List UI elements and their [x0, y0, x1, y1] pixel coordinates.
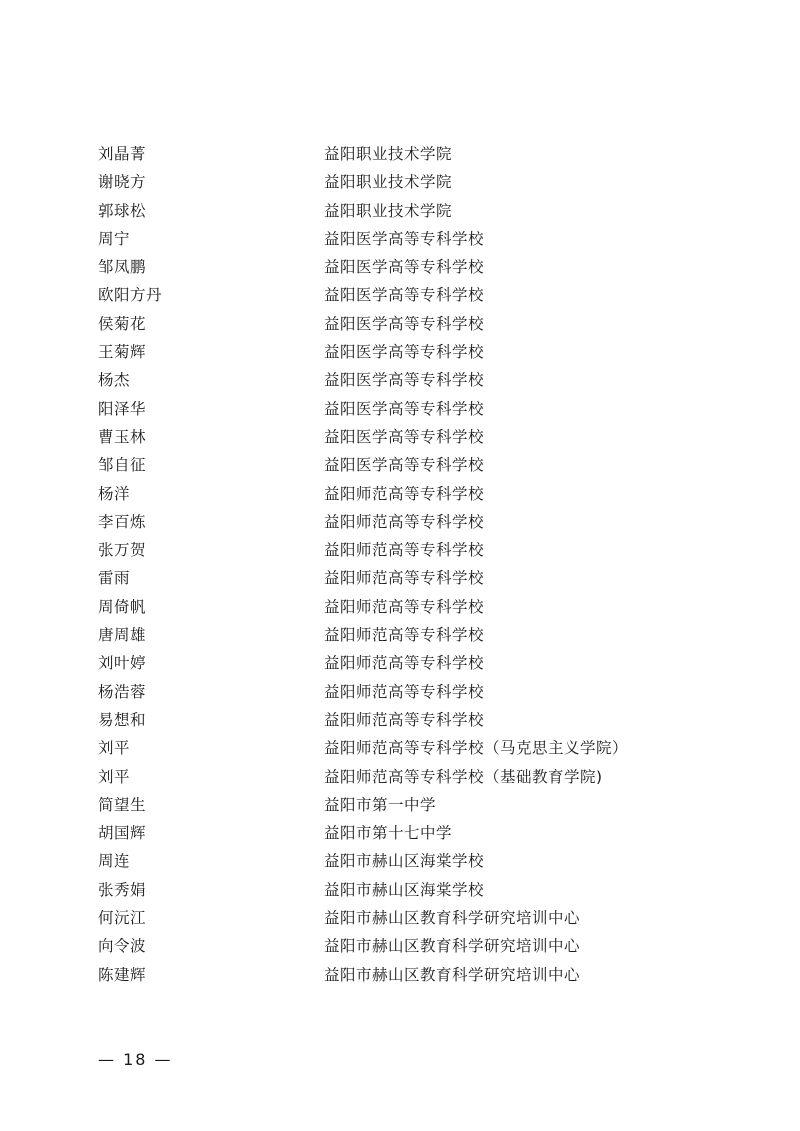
organization-name: 益阳医学高等专科学校	[324, 427, 485, 446]
organization-name: 益阳市赫山区教育科学研究培训中心	[324, 937, 581, 956]
person-name: 张秀娟	[98, 880, 147, 899]
person-name: 杨洋	[98, 484, 131, 503]
person-name: 曹玉林	[98, 427, 147, 446]
person-name: 王菊辉	[98, 343, 147, 362]
organization-name: 益阳医学高等专科学校	[324, 286, 485, 305]
organization-name: 益阳师范高等专科学校（马克思主义学院）	[324, 739, 629, 758]
list-item	[98, 395, 718, 423]
list-item	[98, 366, 718, 394]
list-item	[98, 678, 718, 706]
list-item	[98, 847, 718, 875]
person-name: 李百炼	[98, 512, 147, 531]
person-name: 谢晓方	[98, 173, 147, 192]
organization-name: 益阳医学高等专科学校	[324, 399, 485, 418]
person-name: 郭球松	[98, 201, 147, 220]
organization-name: 益阳师范高等专科学校	[324, 682, 485, 701]
person-name: 何沅江	[98, 909, 147, 928]
person-name: 周宁	[98, 229, 131, 248]
organization-name: 益阳医学高等专科学校	[324, 456, 485, 475]
organization-name: 益阳师范高等专科学校	[324, 654, 485, 673]
organization-name: 益阳职业技术学院	[324, 201, 453, 220]
person-name: 向令波	[98, 937, 147, 956]
list-item	[98, 310, 718, 338]
list-item	[98, 168, 718, 196]
person-name: 邹自征	[98, 456, 147, 475]
person-name: 欧阳方丹	[98, 286, 163, 305]
person-name: 张万贺	[98, 541, 147, 560]
list-item	[98, 253, 718, 281]
organization-name: 益阳师范高等专科学校	[324, 597, 485, 616]
person-name: 周连	[98, 852, 131, 871]
person-name: 阳泽华	[98, 399, 147, 418]
organization-name: 益阳市赫山区教育科学研究培训中心	[324, 909, 581, 928]
organization-name: 益阳师范高等专科学校	[324, 626, 485, 645]
person-name: 杨浩蓉	[98, 682, 147, 701]
list-item	[98, 480, 718, 508]
organization-name: 益阳职业技术学院	[324, 145, 453, 163]
list-item	[98, 593, 718, 621]
person-name: 周倚帆	[98, 597, 147, 616]
person-name: 简望生	[98, 795, 147, 814]
list-item	[98, 763, 718, 791]
organization-name: 益阳医学高等专科学校	[324, 229, 485, 248]
page-number: — 18 —	[98, 1050, 173, 1069]
person-name: 刘晶菁	[98, 145, 147, 163]
page-footer	[98, 1050, 718, 1069]
organization-name: 益阳师范高等专科学校	[324, 569, 485, 588]
list-item	[98, 621, 718, 649]
organization-name: 益阳师范高等专科学校	[324, 541, 485, 560]
person-name: 胡国辉	[98, 824, 147, 843]
person-name: 刘平	[98, 739, 131, 758]
list-item	[98, 564, 718, 592]
organization-name: 益阳医学高等专科学校	[324, 314, 485, 333]
list-item	[98, 819, 718, 847]
list-item	[98, 423, 718, 451]
organization-name: 益阳市第一中学	[324, 795, 437, 814]
list-item	[98, 904, 718, 932]
organization-name: 益阳市第十七中学	[324, 824, 453, 843]
list-item	[98, 791, 718, 819]
organization-name: 益阳师范高等专科学校	[324, 710, 485, 729]
list-item	[98, 225, 718, 253]
organization-name: 益阳师范高等专科学校	[324, 484, 485, 503]
person-name: 陈建辉	[98, 965, 147, 984]
list-item	[98, 197, 718, 225]
organization-name: 益阳市赫山区教育科学研究培训中心	[324, 965, 581, 984]
organization-name: 益阳师范高等专科学校	[324, 512, 485, 531]
organization-name: 益阳医学高等专科学校	[324, 258, 485, 277]
organization-name: 益阳职业技术学院	[324, 173, 453, 192]
list-item	[98, 536, 718, 564]
list-item	[98, 281, 718, 309]
organization-name: 益阳医学高等专科学校	[324, 371, 485, 390]
list-item	[98, 508, 718, 536]
organization-name: 益阳师范高等专科学校（基础教育学院)	[324, 767, 603, 786]
list-item	[98, 932, 718, 960]
person-name: 雷雨	[98, 569, 131, 588]
organization-name: 益阳医学高等专科学校	[324, 343, 485, 362]
list-item	[98, 338, 718, 366]
list-item	[98, 649, 718, 677]
person-name: 邹凤鹏	[98, 258, 147, 277]
person-name: 侯菊花	[98, 314, 147, 333]
list-item	[98, 706, 718, 734]
list-item	[98, 451, 718, 479]
person-name: 唐周雄	[98, 626, 147, 645]
organization-name: 益阳市赫山区海棠学校	[324, 852, 485, 871]
person-name: 刘平	[98, 767, 131, 786]
person-name: 杨杰	[98, 371, 131, 390]
person-name: 易想和	[98, 710, 147, 729]
person-name: 刘叶婷	[98, 654, 147, 673]
list-item	[98, 961, 718, 989]
name-org-list	[98, 140, 718, 989]
list-item	[98, 140, 718, 168]
list-item	[98, 734, 718, 762]
organization-name: 益阳市赫山区海棠学校	[324, 880, 485, 899]
list-item	[98, 876, 718, 904]
